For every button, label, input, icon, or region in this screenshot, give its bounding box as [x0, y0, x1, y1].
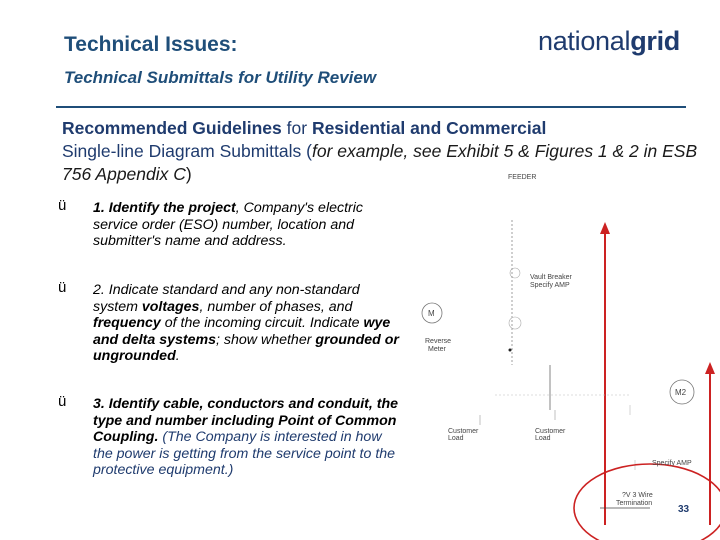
- item2-wye-delta: wye and delta systems: [93, 315, 391, 348]
- diagram-lines: [420, 170, 720, 540]
- item2-c: , number of phases, and: [199, 298, 353, 315]
- item1-bold: Identify the project: [108, 200, 236, 216]
- specify-amp-label: Specify AMP: [530, 282, 570, 289]
- termination-label: Termination: [616, 500, 653, 507]
- item1-text: , Company's electric service order (ESO) number, location and submitter's name and address.: [93, 200, 363, 249]
- item2-a: 2. Indicate standard and any non-standard system: [93, 282, 360, 315]
- checkmark-1: ü: [58, 197, 67, 214]
- page-number: 33: [678, 504, 690, 515]
- reverse-meter-label-2: Meter: [428, 346, 446, 353]
- intro-example: for example, see Exhibit 5 & Figures 1 & 2 in ESB 756 Appendix C: [62, 141, 698, 184]
- slide-subtitle: Technical Submittals for Utility Review: [64, 68, 377, 87]
- list-item-cable-conductors: [93, 396, 403, 479]
- specify-amp-label-2: Specify AMP: [652, 460, 692, 467]
- checkmark-2: ü: [58, 279, 67, 296]
- vault-breaker-label: Vault Breaker: [530, 274, 572, 281]
- item3-note: (The Company is interested in how the power is getting from the service point to the protective equipment.): [93, 429, 396, 478]
- three-wire-label: ?V 3 Wire: [622, 492, 653, 499]
- logo-text-national: national: [538, 26, 631, 56]
- intro-res-comm: Residential and Commercial: [311, 118, 547, 138]
- list-item-identify-project: [93, 200, 403, 250]
- feeder-label: FEEDER: [508, 174, 537, 181]
- item2-i: .: [175, 348, 180, 364]
- checkmark-3: ü: [58, 393, 67, 410]
- item3-bold: 3. Identify cable, conductors and conduit, the type and number including Point of Common Coupling.: [93, 396, 399, 445]
- item2-frequency: frequency: [93, 315, 161, 331]
- national-grid-logo: [538, 26, 680, 57]
- meter-m2-label: M2: [675, 388, 687, 397]
- item2-g: ; show whether: [216, 331, 316, 348]
- customer-load-label-1: Customer Load: [448, 428, 479, 442]
- list-item-voltages: [93, 282, 403, 365]
- reverse-meter-label-1: Reverse: [425, 338, 452, 345]
- title-divider: [56, 106, 686, 108]
- item2-e: of the incoming circuit. Indicate: [160, 315, 364, 331]
- item1-number: 1.: [93, 200, 109, 216]
- item2-voltages: voltages: [141, 298, 200, 315]
- intro-for: for: [281, 118, 312, 138]
- item2-grounded: grounded or ungrounded: [93, 331, 399, 364]
- intro-guidelines: Recommended Guidelines: [62, 118, 282, 138]
- slide-title: Technical Issues:: [64, 33, 238, 56]
- single-line-diagram: [420, 170, 720, 540]
- logo-text-grid: grid: [630, 26, 680, 56]
- intro-sld: Single-line Diagram Submittals (: [62, 141, 312, 161]
- meter-m-label: M: [428, 309, 435, 318]
- intro-close: ): [185, 164, 192, 184]
- customer-load-label-2: Customer Load: [535, 428, 566, 442]
